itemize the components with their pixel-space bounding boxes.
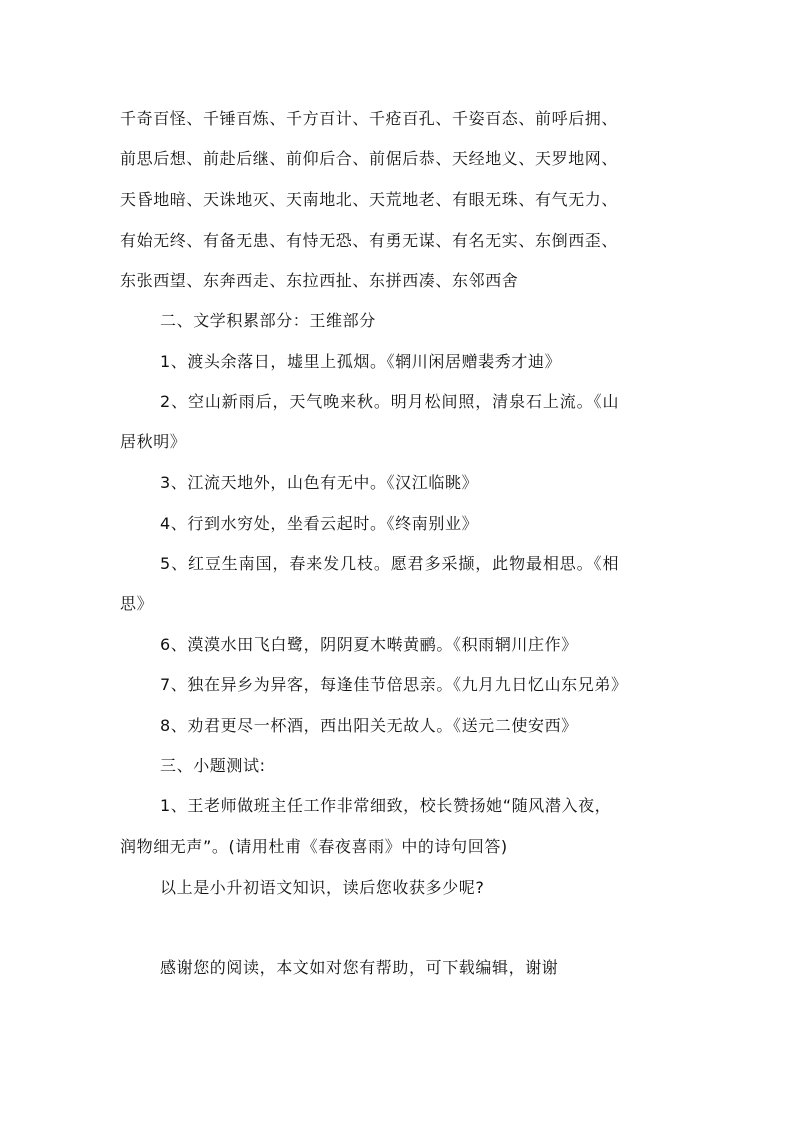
quiz-question-1: 1、王老师做班主任工作非常细致，校长赞扬她“随风潜入夜， bbox=[160, 796, 612, 815]
idiom-line-2: 前思后想、前赴后继、前仰后合、前倨后恭、天经地义、天罗地网、 bbox=[120, 149, 619, 168]
poem-item-3: 3、江流天地外，山色有无中。《汉江临眺》 bbox=[160, 473, 479, 492]
idiom-line-1: 千奇百怪、千锤百炼、千方百计、千疮百孔、千姿百态、前呼后拥、 bbox=[120, 109, 619, 128]
quiz-question-1-continuation: 润物细无声”。(请用杜甫《春夜喜雨》中的诗句回答) bbox=[120, 837, 508, 856]
poem-item-6: 6、漠漠水田飞白鹭，阴阴夏木啭黄鹂。《积雨辋川庄作》 bbox=[160, 635, 578, 654]
idiom-line-4: 有始无终、有备无患、有恃无恐、有勇无谋、有名无实、东倒西歪、 bbox=[120, 231, 619, 250]
poem-item-8: 8、劝君更尽一杯酒，西出阳关无故人。《送元二使安西》 bbox=[160, 716, 578, 735]
section-2-heading: 二、文学积累部分：王维部分 bbox=[160, 311, 376, 330]
closing-text: 以上是小升初语文知识，读后您收获多少呢? bbox=[160, 878, 485, 897]
poem-item-2-continuation: 居秋明》 bbox=[120, 432, 187, 451]
poem-item-4: 4、行到水穷处，坐看云起时。《终南别业》 bbox=[160, 514, 479, 533]
poem-item-1: 1、渡头余落日，墟里上孤烟。《辋川闲居赠裴秀才迪》 bbox=[160, 352, 562, 371]
idiom-line-5: 东张西望、东奔西走、东拉西扯、东拼西凑、东邻西舍 bbox=[120, 271, 519, 290]
poem-item-2: 2、空山新雨后，天气晚来秋。明月松间照，清泉石上流。《山 bbox=[160, 392, 620, 411]
section-3-heading: 三、小题测试: bbox=[160, 756, 266, 775]
poem-item-7: 7、独在异乡为异客，每逢佳节倍思亲。《九月九日忆山东兄弟》 bbox=[160, 675, 628, 694]
thanks-note: 感谢您的阅读，本文如对您有帮助，可下载编辑，谢谢 bbox=[160, 958, 559, 977]
poem-item-5: 5、红豆生南国，春来发几枝。愿君多采撷，此物最相思。《相 bbox=[160, 554, 620, 573]
poem-item-5-continuation: 思》 bbox=[120, 594, 154, 613]
idiom-line-3: 天昏地暗、天诛地灭、天南地北、天荒地老、有眼无珠、有气无力、 bbox=[120, 190, 619, 209]
